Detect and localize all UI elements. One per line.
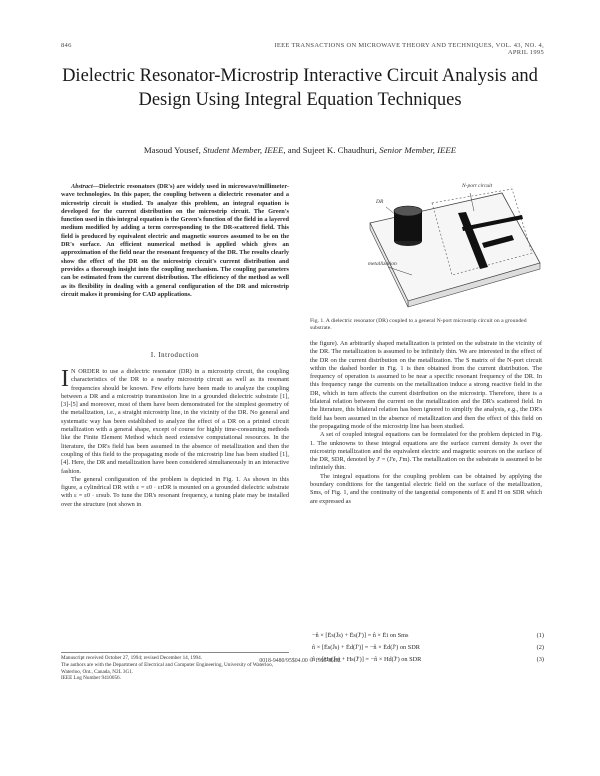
right-paragraph-3: The integral equations for the coupling problem can be obtained by applying the boundary conditions for the tangential electric field on the surface of the metallization, Sms, of Fig. 1, and the continuity of the tangential components of E and H on SDR which are expressed as (310, 472, 542, 505)
footnote-line-3: IEEE Log Number 9410056. (61, 675, 121, 682)
footnote (61, 652, 289, 682)
abstract-text: Dielectric resonators (DR's) are widely used in microwave/millimeter-wave technologies. In this paper, the coupling between a dielectric resonator and a microstrip circuit is studied. To analyze this problem, an integral equation is developed for the current distribution on the microstrip circuit. The Green's function used in this integral equation is the Green's function of the field in a layered medium modified by adding a term corresponding to the DR-scattered field. This field is produced by equivalent electric and magnetic sources assumed to be on the DR's surface. An efficient numerical method is applied which gives an approximation of the field near the resonant frequency of the DR. The results clearly show the effect of the DR on the microstrip circuit's current distribution and provides a thorough insight into the coupling mechanism. The coupling parameters can be estimated from the current distribution. The efficiency of the method as well as its flexibility in dealing with a general configuration of the DR and microstrip circuit makes it promising for CAD applications. (61, 183, 289, 298)
intro-paragraph-2: The general configuration of the problem is depicted in Fig. 1. As shown in this figure, a cylindrical DR with ε = ε0 · εrDR is mounted on a grounded dielectric substrate with ε = ε0 · εrsub. To tune the DR's resonant frequency, a tuning plate may be installed over the structure (not shown in (61, 475, 289, 508)
page-number: 846 (61, 42, 72, 49)
author-1-role: Student Member, IEEE (203, 145, 284, 155)
paper-title: Dielectric Resonator-Microstrip Interactive Circuit Analysis and Design Using Integral Equation Techniques (62, 66, 538, 110)
figure-label-metallization: metallization (368, 261, 397, 267)
intro-lead: N ORDER (71, 368, 100, 375)
author-joiner: and (287, 145, 301, 155)
figure-label-dr: DR (376, 199, 384, 205)
figure-caption: Fig. 1. A dielectric resonator (DR) coupled to a general N-port microstrip circuit on a grounded substrate. (310, 318, 527, 331)
equation-1: −n̂ × [Ēs(J̄s) + Ēs(J̄′)] = n̂ × Ēi on Sms (1) (312, 630, 544, 642)
right-column (310, 340, 542, 506)
footnote-line-2: The authors are with the Department of Electrical and Computer Engineering, University of Waterloo, Waterloo, Ont., Canada, N2L 3G1. (61, 661, 273, 675)
author-2: Sujeet K. Chaudhuri (302, 145, 375, 155)
figure-1 (362, 183, 544, 320)
doi-line: 0018-9480/95$04.00 © 1995 IEEE (259, 658, 341, 664)
authors: Masoud Yousef, Student Member, IEEE, and Sujeet K. Chaudhuri, Senior Member, IEEE (143, 145, 457, 155)
dr-top (394, 206, 422, 216)
author-1: Masoud Yousef (143, 145, 199, 155)
equation-3: n̂ × [Hs(J̄s) + Hs(J̄′)] = −n̂ × Hd(J̄′) on SDR (3) (312, 654, 544, 666)
equation-number: (3) (536, 656, 544, 663)
figure-label-nport: N-port circuit (462, 183, 493, 189)
equation-2: n̂ × [Ēs(J̄s) + Ēd(J̄′)] = −n̂ × Ēd(J̄′) on SDR (2) (312, 642, 544, 654)
author-2-role: Senior Member, IEEE (379, 145, 457, 155)
right-paragraph-2: A set of coupled integral equations can be formulated for the problem depicted in Fig. 1. The unknowns to these integral equations are the surface current density Js over the microstrip metallization and the equivalent electric and magnetic sources on the surface of the DR, SDR, denoted by J' = (J'e, J'm). The metallization on the substrate is assumed to be infinitely thin. (310, 431, 542, 472)
figure-1-drawing (362, 183, 544, 315)
equation-number: (2) (536, 644, 544, 651)
introduction (61, 368, 289, 509)
right-paragraph-1: the figure). An arbitrarily shaped metallization is printed on the substrate in the vicinity of the DR. The metallization is assumed to be infinitely thin. We are interested in the effect of the DR on the current distribution on the metallization. The S matrix of the N-port circuit within the dashed border in Fig. 1 is then obtained from the current distribution. The frequency of operation is assumed to be near a specific resonant frequency of the DR. In this frequency range the currents on the metallization induce a strong reactive field in the DR, which in turn affects the current distribution on the microstrip. Therefore, there is a bilateral relation between the current on the metallization and the DR's scattered field. In the literature, this bilateral relation has been ignored to simplify the analysis, e.g., the DR's field has been assumed in the absence of metallization and then the effect of this field on the propagating mode of the microstrip line has been studied. (310, 340, 542, 430)
equation-number: (1) (536, 632, 544, 639)
journal-header: IEEE TRANSACTIONS ON MICROWAVE THEORY AND TECHNIQUES, VOL. 43, NO. 4, APRIL 1995 (274, 42, 544, 56)
abstract-label: Abstract— (71, 183, 99, 190)
intro-paragraph-1: to use a dielectric resonator (DR) in a microstrip circuit, the coupling characteristics of the DR to a nearby microstrip circuit as well as its resonant frequencies should be known. Few efforts have been made to analyze the coupling between a DR and a microstrip transmission line in a grounded dielectric substrate [1], [3]-[5] and moreover, most of them have been demonstrated for the simplest geometry of the metallization, i.e., a straight microstrip line, in the vicinity of the DR. No general and systematic way has been established to analyze the effect of a DR on a printed circuit metallization with a general shape, except of course for highly time-consuming methods like the Finite Element Method which need extensive computational resources. In the literature, the DR's field has been assumed in the absence of metallization and then the coupling of this field to the propagating mode of the microstrip line has been studied [1], [4]. Here, the DR and metallization have been considered simultaneously in an interactive fashion. (61, 368, 289, 475)
section-heading: I. Introduction (150, 352, 200, 359)
abstract (61, 183, 289, 299)
drop-cap: I (61, 366, 69, 392)
footnote-line-1: Manuscript received October 27, 1994; revised December 14, 1994. (61, 655, 203, 661)
